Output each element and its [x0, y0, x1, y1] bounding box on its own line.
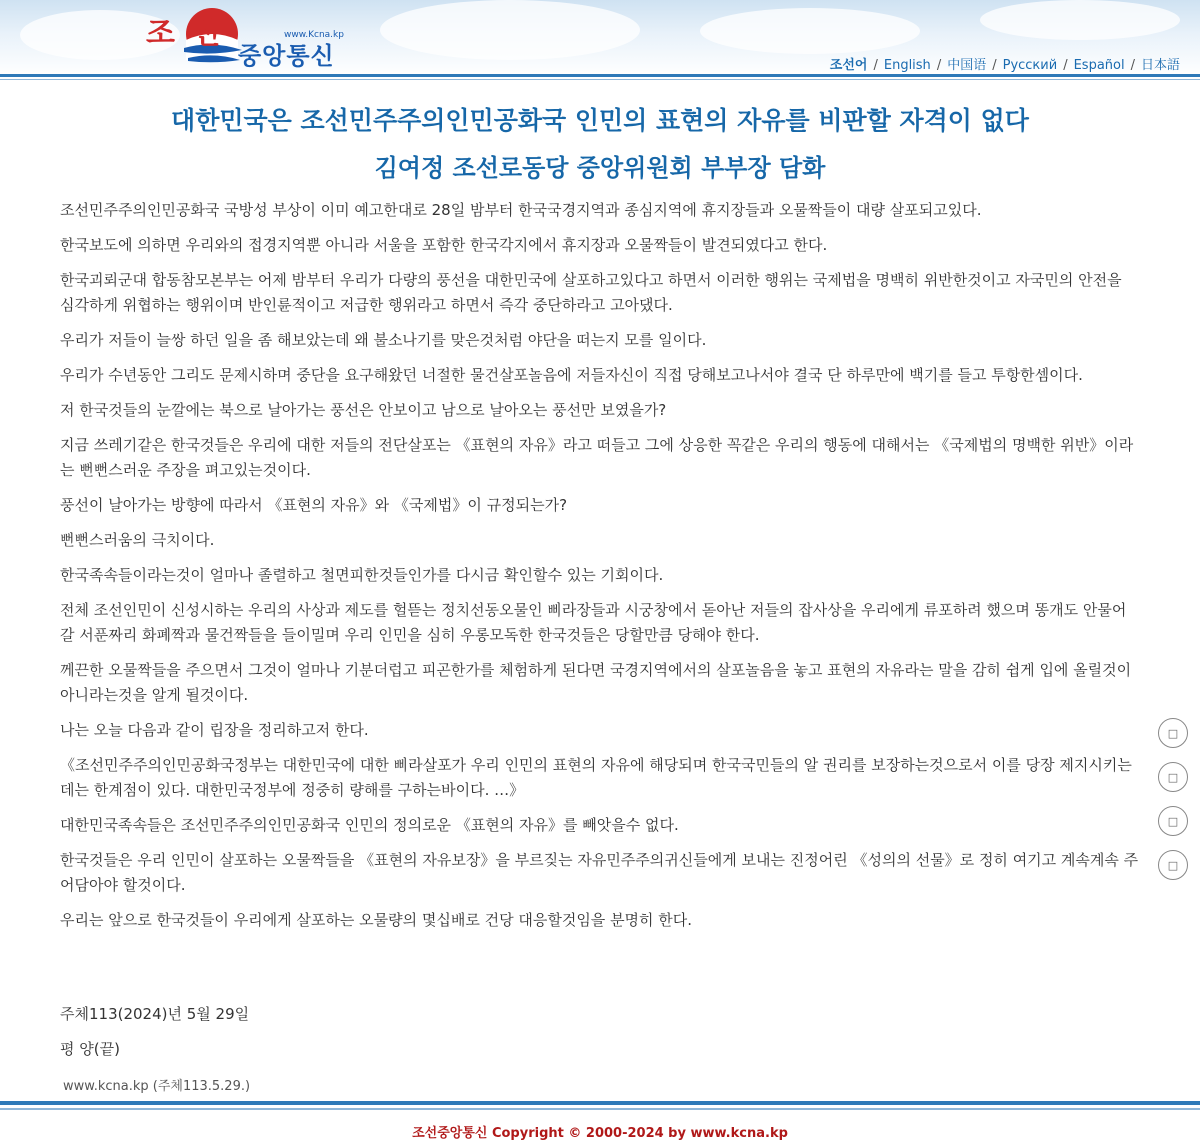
side-button-icon: □ [1167, 770, 1179, 784]
article-paragraph: 한국것들은 우리 인민이 살포하는 오물짝들을 《표현의 자유보장》을 부르짖는 자유민주주의귀신들에게 보내는 진정어린 《성의의 선물》로 정히 여기고 계속계속 주어담아야 할것이다. [60, 851, 1139, 894]
side-button-icon: □ [1167, 726, 1179, 740]
header-cloud [380, 0, 640, 60]
header-divider-thin [0, 79, 1200, 80]
logo-url: www.Kcna.kp [284, 30, 344, 40]
lang-separator: / [992, 58, 997, 73]
lang-separator: / [1063, 58, 1068, 73]
side-button-4[interactable] [1158, 850, 1188, 880]
article-source: www.kcna.kp (주체113.5.29.) [63, 1079, 251, 1094]
side-button-1[interactable] [1158, 718, 1188, 748]
lang-chinese[interactable]: 中国语 [947, 58, 987, 73]
footer-divider-thin [0, 1108, 1200, 1110]
site-header [0, 0, 1200, 76]
article-paragraph: 한국족속들이라는것이 얼마나 졸렬하고 철면피한것들인가를 다시금 확인할수 있는 기회이다. [60, 566, 664, 584]
article-paragraph: 뻔뻔스러움의 극치이다. [60, 531, 215, 549]
article-paragraph: 지금 쓰레기같은 한국것들은 우리에 대한 저들의 전단살포는 《표현의 자유》라고 떠들고 그에 상응한 꼭같은 우리의 행동에 대해서는 《국제법의 명백한 위반》이라는 뻔뻔스러운 주장을 펴고있는것이다. [60, 436, 1134, 479]
article-paragraph: 나는 오늘 다음과 같이 립장을 정리하고저 한다. [60, 721, 369, 739]
side-button-3[interactable] [1158, 806, 1188, 836]
lang-korean[interactable]: 조선어 [829, 58, 868, 73]
article-paragraph: 조선민주주의인민공화국 국방성 부상이 이미 예고한대로 28일 밤부터 한국국경지역과 종심지역에 휴지장들과 오물짝들이 대량 살포되고있다. [60, 201, 982, 219]
article-paragraph: 우리는 앞으로 한국것들이 우리에게 살포하는 오물량의 몇십배로 건당 대응할것임을 분명히 한다. [60, 911, 693, 929]
footer-divider [0, 1101, 1200, 1105]
article-paragraph: 우리가 수년동안 그리도 문제시하며 중단을 요구해왔던 너절한 물건살포놀음에 저들자신이 직접 당해보고나서야 결국 단 하루만에 백기를 들고 투항한셈이다. [60, 366, 1083, 384]
article-paragraph: 풍선이 날아가는 방향에 따라서 《표현의 자유》와 《국제법》이 규정되는가? [60, 496, 568, 514]
article-title: 대한민국은 조선민주주의인민공화국 인민의 표현의 자유를 비판할 자격이 없다 [171, 106, 1029, 135]
article-date: 주체113(2024)년 5월 29일 [60, 1005, 250, 1023]
language-bar [830, 54, 1180, 73]
lang-russian[interactable]: Русский [1002, 58, 1058, 73]
site-logo[interactable] [142, 6, 362, 72]
side-button-icon: □ [1167, 814, 1179, 828]
article-paragraph: 전체 조선인민이 신성시하는 우리의 사상과 제도를 헐뜯는 정치선동오물인 삐라장들과 시궁창에서 돋아난 저들의 잡사상을 우리에게 류포하려 했으며 똥개도 안물어갈 서푼짜리 화폐짝과 물건짝들을 들이밀며 우리 인민을 심히 우롱모독한 한국것들은 당할만큼 당해야 한다. [60, 601, 1127, 644]
lang-separator: / [1130, 58, 1135, 73]
article-place: 평 양(끝) [60, 1040, 120, 1058]
article-paragraph: 께끈한 오물짝들을 주으면서 그것이 얼마나 기분더럽고 피곤한가를 체험하게 된다면 국경지역에서의 살포놀음을 놓고 표현의 자유라는 말을 감히 쉽게 입에 올릴것이 아니라는것을 알게 될것이다. [60, 661, 1132, 704]
lang-separator: / [873, 58, 878, 73]
lang-spanish[interactable]: Español [1073, 58, 1125, 73]
side-button-2[interactable] [1158, 762, 1188, 792]
lang-japanese[interactable]: 日本語 [1140, 58, 1180, 73]
article-paragraph: 저 한국것들의 눈깔에는 북으로 날아가는 풍선은 안보이고 남으로 날아오는 풍선만 보였을가? [60, 401, 667, 419]
header-cloud [700, 8, 920, 54]
footer-copyright: 조선중앙통신 Copyright © 2000-2024 by www.kcna.kp [412, 1126, 788, 1141]
header-divider [0, 74, 1200, 77]
lang-separator: / [936, 58, 942, 73]
article-subtitle: 김여정 조선로동당 중앙위원회 부부장 담화 [374, 154, 826, 182]
logo-title: 조 선 [146, 16, 224, 51]
lang-english[interactable]: English [883, 58, 931, 73]
header-cloud [980, 0, 1180, 40]
article-paragraph: 우리가 저들이 늘쌍 하던 일을 좀 해보았는데 왜 불소나기를 맞은것처럼 야단을 떠는지 모를 일이다. [60, 331, 707, 349]
article-body [60, 198, 1140, 943]
logo-subtitle: 중앙통신 [238, 42, 335, 70]
article-paragraph: 한국괴뢰군대 합동참모본부는 어제 밤부터 우리가 다량의 풍선을 대한민국에 살포하고있다고 하면서 이러한 행위는 국제법을 명백히 위반한것이고 자국민의 안전을 심각하게 위협하는 행위이며 반인륜적이고 저급한 행위라고 하면서 즉각 중단하라고 고아댔다. [60, 271, 1122, 314]
side-button-icon: □ [1167, 858, 1179, 872]
article-paragraph: 《조선민주주의인민공화국정부는 대한민국에 대한 삐라살포가 우리 인민의 표현의 자유에 해당되며 한국국민들의 알 권리를 보장하는것으로서 이를 당장 제지시키는데는 한계점이 있다. 대한민국정부에 정중히 량해를 구하는바이다. …》 [60, 756, 1132, 799]
article-paragraph: 한국보도에 의하면 우리와의 접경지역뿐 아니라 서울을 포함한 한국각지에서 휴지장과 오물짝들이 발견되였다고 한다. [60, 236, 828, 254]
article-paragraph: 대한민국족속들은 조선민주주의인민공화국 인민의 정의로운 《표현의 자유》를 빼앗을수 없다. [60, 816, 679, 834]
